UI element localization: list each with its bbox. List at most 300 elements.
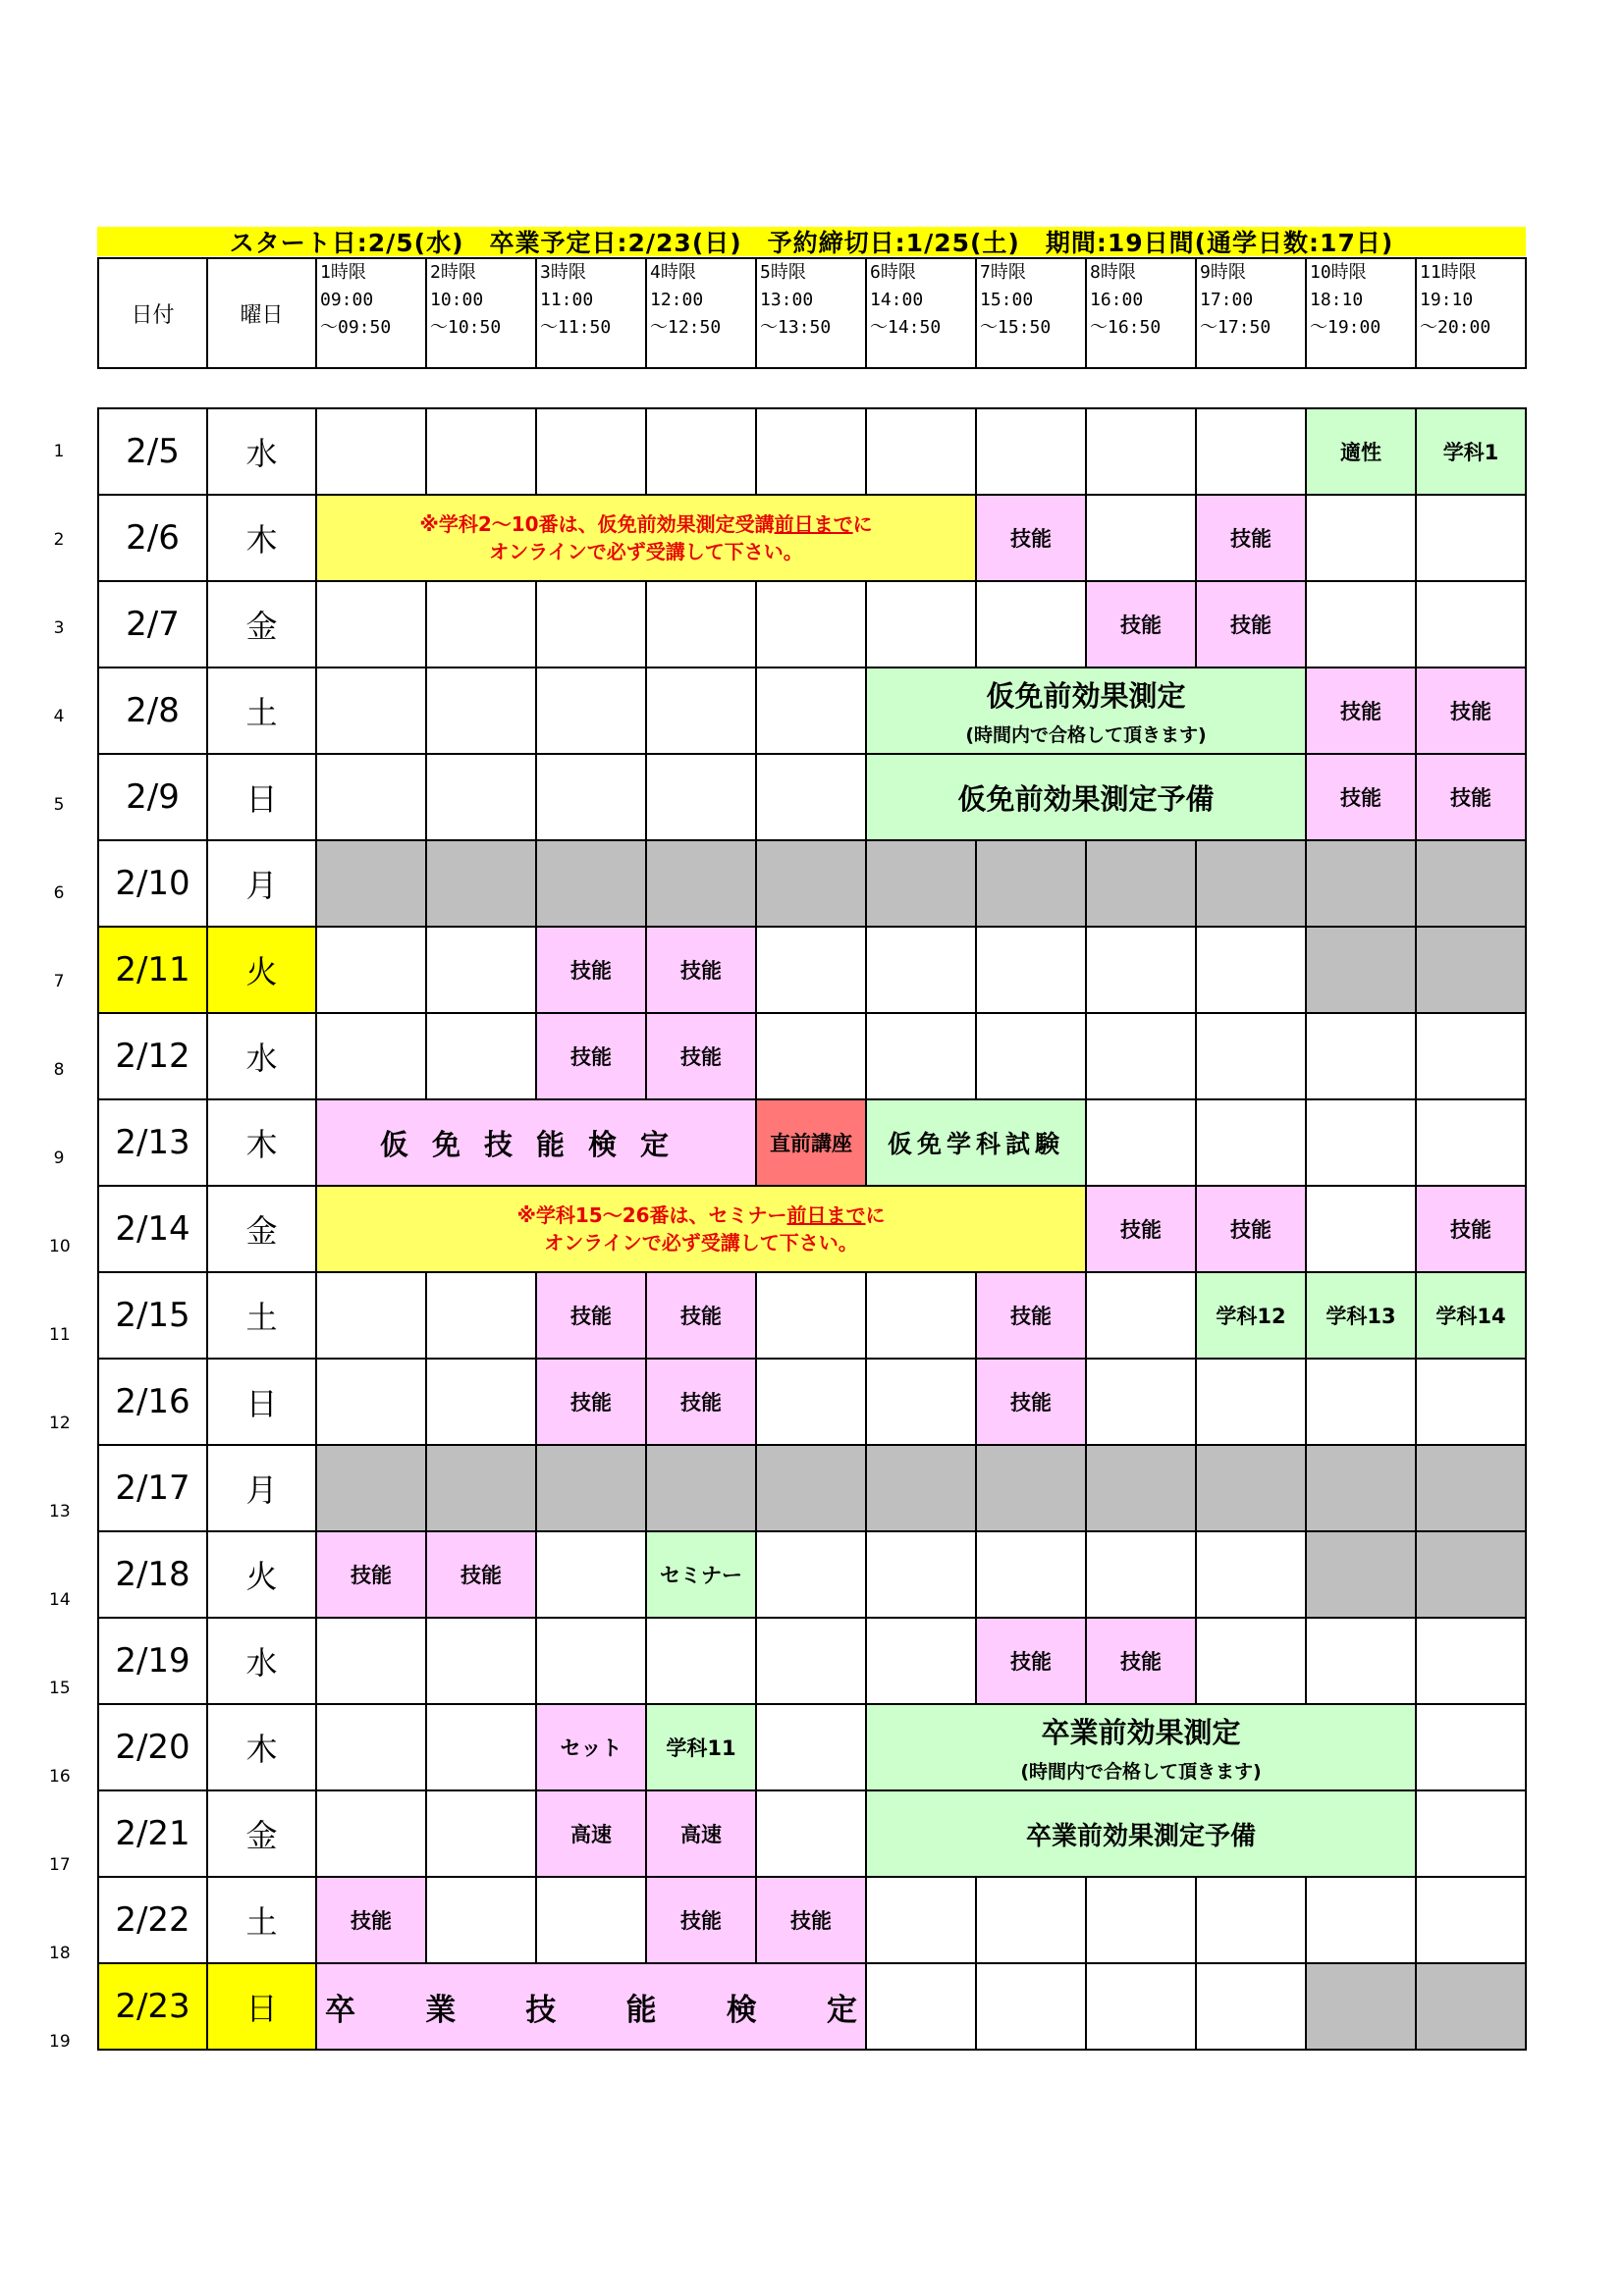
- empty-cell: [1306, 1099, 1416, 1186]
- date-cell: 2/15: [98, 1272, 207, 1359]
- weekday-cell: 木: [207, 1099, 316, 1186]
- empty-cell: [1086, 1272, 1196, 1359]
- online-notice-text: [317, 1201, 1085, 1256]
- lesson-cell: 技能: [976, 1618, 1086, 1704]
- table-row: [98, 1013, 1526, 1099]
- lesson-cell: 技能: [976, 495, 1086, 581]
- row-number: 4: [53, 707, 65, 726]
- empty-cell: [866, 1013, 976, 1099]
- lesson-cell: 学科1: [1416, 408, 1526, 495]
- empty-cell: [426, 1877, 536, 1963]
- empty-cell: [426, 1618, 536, 1704]
- empty-cell: [976, 581, 1086, 667]
- period-end: ～15:50: [980, 317, 1052, 338]
- empty-cell: [316, 754, 426, 840]
- online-notice-text: [317, 510, 975, 565]
- period-end: ～14:50: [870, 317, 942, 338]
- lesson-cell: 学科13: [1306, 1272, 1416, 1359]
- empty-cell: [316, 927, 426, 1013]
- row-number: 14: [49, 1590, 71, 1610]
- date-cell: 2/12: [98, 1013, 207, 1099]
- weekday-cell: 月: [207, 1445, 316, 1531]
- lesson-cell: 技能: [1196, 1186, 1306, 1272]
- closed-cell: [1306, 927, 1416, 1013]
- date-cell: 2/17: [98, 1445, 207, 1531]
- empty-cell: [1306, 1618, 1416, 1704]
- lesson-cell: 技能: [316, 1531, 426, 1618]
- closed-cell: [1306, 1531, 1416, 1618]
- empty-cell: [1306, 1186, 1416, 1272]
- date-cell: 2/11: [98, 927, 207, 1013]
- table-row: [98, 1445, 1526, 1531]
- table-row: [98, 581, 1526, 667]
- empty-cell: [316, 1618, 426, 1704]
- lesson-cell: 学科14: [1416, 1272, 1526, 1359]
- period-name: 1時限: [320, 262, 366, 283]
- empty-cell: [536, 754, 646, 840]
- closed-cell: [536, 840, 646, 927]
- period-name: 10時限: [1310, 262, 1367, 283]
- sotsugyo-test-title: 卒業前効果測定: [1041, 1716, 1241, 1749]
- table-row: [98, 1359, 1526, 1445]
- empty-cell: [1196, 927, 1306, 1013]
- weekday-cell: 金: [207, 1186, 316, 1272]
- lesson-cell: 技能: [646, 1359, 756, 1445]
- closed-cell: [1306, 1445, 1416, 1531]
- lesson-cell: 技能: [1416, 754, 1526, 840]
- sotsugyo-kentei-char: 卒: [325, 1992, 355, 2028]
- table-row: [98, 927, 1526, 1013]
- row-number: 11: [49, 1325, 71, 1345]
- row-number: 10: [49, 1237, 71, 1256]
- period-header: [316, 258, 426, 368]
- lesson-cell: 技能: [756, 1877, 866, 1963]
- closed-cell: [1196, 840, 1306, 927]
- online-notice-cell: [316, 1186, 1086, 1272]
- period-start: 12:00: [650, 290, 704, 310]
- row-number: 12: [49, 1414, 71, 1433]
- online-notice-cell: [316, 495, 976, 581]
- empty-cell: [316, 1359, 426, 1445]
- period-end: ～11:50: [540, 317, 612, 338]
- empty-cell: [1306, 1877, 1416, 1963]
- karimen-kentei-cell: 仮免技能検定: [316, 1099, 756, 1186]
- closed-cell: [1416, 1445, 1526, 1531]
- empty-cell: [646, 1618, 756, 1704]
- row-number: 16: [49, 1767, 71, 1787]
- empty-cell: [1196, 1877, 1306, 1963]
- sotsugyo-kentei-char: 定: [826, 1992, 857, 2028]
- weekday-cell: 木: [207, 495, 316, 581]
- period-end: ～12:50: [650, 317, 722, 338]
- karimen-test-note: (時間内で合格して頂きます): [965, 724, 1207, 746]
- empty-cell: [1306, 495, 1416, 581]
- empty-cell: [1416, 1013, 1526, 1099]
- empty-cell: [1086, 1359, 1196, 1445]
- lesson-cell: 技能: [646, 927, 756, 1013]
- empty-cell: [1196, 1359, 1306, 1445]
- empty-cell: [866, 408, 976, 495]
- lesson-cell: 技能: [1086, 1186, 1196, 1272]
- closed-cell: [1416, 1963, 1526, 2050]
- period-name: 3時限: [540, 262, 586, 283]
- empty-cell: [756, 1704, 866, 1790]
- period-start: 18:10: [1310, 290, 1364, 310]
- empty-cell: [756, 1272, 866, 1359]
- table-row: [98, 667, 1526, 754]
- period-start: 14:00: [870, 290, 924, 310]
- weekday-cell: 水: [207, 1013, 316, 1099]
- empty-cell: [536, 1618, 646, 1704]
- lesson-cell: 技能: [646, 1877, 756, 1963]
- date-cell: 2/22: [98, 1877, 207, 1963]
- date-cell: 2/9: [98, 754, 207, 840]
- period-end: ～09:50: [320, 317, 392, 338]
- empty-cell: [1086, 495, 1196, 581]
- row-number: 2: [53, 530, 65, 550]
- period-header: [1416, 258, 1526, 368]
- date-column-header: 日付: [98, 258, 207, 368]
- closed-cell: [866, 1445, 976, 1531]
- sotsugyo-kentei-char: 能: [625, 1992, 657, 2028]
- closed-cell: [426, 1445, 536, 1531]
- closed-cell: [1416, 840, 1526, 927]
- sotsugyo-kentei-char: 技: [525, 1992, 557, 2028]
- lesson-cell: 技能: [1416, 667, 1526, 754]
- row-number: 3: [53, 618, 65, 638]
- date-cell: 2/18: [98, 1531, 207, 1618]
- closed-cell: [976, 1445, 1086, 1531]
- sotsugyo-test-cell: [866, 1704, 1416, 1790]
- period-start: 09:00: [320, 290, 374, 310]
- empty-cell: [1416, 1877, 1526, 1963]
- date-cell: 2/5: [98, 408, 207, 495]
- table-row: [98, 495, 1526, 581]
- lesson-cell: 学科12: [1196, 1272, 1306, 1359]
- date-cell: 2/14: [98, 1186, 207, 1272]
- empty-cell: [1306, 1359, 1416, 1445]
- table-row: [98, 1186, 1526, 1272]
- empty-cell: [426, 1272, 536, 1359]
- lesson-cell: 技能: [1306, 754, 1416, 840]
- empty-cell: [756, 581, 866, 667]
- empty-cell: [1416, 581, 1526, 667]
- table-row: [98, 408, 1526, 495]
- empty-cell: [1196, 1531, 1306, 1618]
- sotsugyo-kentei-char: 業: [425, 1992, 457, 2028]
- row-number: 6: [53, 883, 65, 903]
- empty-cell: [756, 1531, 866, 1618]
- empty-cell: [426, 1790, 536, 1877]
- empty-cell: [976, 408, 1086, 495]
- period-end: ～13:50: [760, 317, 832, 338]
- empty-cell: [426, 1359, 536, 1445]
- empty-cell: [1416, 1618, 1526, 1704]
- empty-cell: [1416, 1359, 1526, 1445]
- row-number: 9: [53, 1148, 65, 1168]
- empty-cell: [646, 581, 756, 667]
- period-header: [756, 258, 866, 368]
- date-cell: 2/13: [98, 1099, 207, 1186]
- date-cell: 2/16: [98, 1359, 207, 1445]
- empty-cell: [316, 1704, 426, 1790]
- period-end: ～20:00: [1420, 317, 1491, 338]
- empty-cell: [426, 667, 536, 754]
- empty-cell: [1416, 495, 1526, 581]
- lesson-cell: 学科11: [646, 1704, 756, 1790]
- empty-cell: [1086, 1531, 1196, 1618]
- empty-cell: [976, 1963, 1086, 2050]
- empty-cell: [426, 1704, 536, 1790]
- empty-cell: [536, 408, 646, 495]
- period-name: 4時限: [650, 262, 696, 283]
- lesson-cell: 適性: [1306, 408, 1416, 495]
- sotsugyo-kentei-cell: [316, 1963, 866, 2050]
- row-number: 1: [53, 442, 65, 461]
- lesson-cell: 高速: [646, 1790, 756, 1877]
- lesson-cell: 技能: [646, 1013, 756, 1099]
- closed-cell: [756, 1445, 866, 1531]
- weekday-cell: 月: [207, 840, 316, 927]
- empty-cell: [1196, 1618, 1306, 1704]
- closed-cell: [426, 840, 536, 927]
- period-header: [976, 258, 1086, 368]
- empty-cell: [316, 1790, 426, 1877]
- lesson-cell: 技能: [1416, 1186, 1526, 1272]
- empty-cell: [756, 408, 866, 495]
- empty-cell: [1196, 1013, 1306, 1099]
- weekday-cell: 土: [207, 1272, 316, 1359]
- karimen-gakka-label: 仮免学科試験: [887, 1130, 1064, 1158]
- weekday-column-header: 曜日: [207, 258, 316, 368]
- empty-cell: [536, 1877, 646, 1963]
- sotsugyo-test-note: (時間内で合格して頂きます): [1020, 1761, 1262, 1783]
- empty-cell: [1196, 1099, 1306, 1186]
- weekday-cell: 日: [207, 1963, 316, 2050]
- row-number: 15: [49, 1679, 71, 1698]
- empty-cell: [1416, 1704, 1526, 1790]
- schedule-table: [97, 407, 1527, 2051]
- closed-cell: [1416, 1531, 1526, 1618]
- row-number: 17: [49, 1855, 71, 1875]
- notice-text: に: [852, 512, 873, 536]
- table-row: [98, 1963, 1526, 2050]
- weekday-cell: 金: [207, 1790, 316, 1877]
- empty-cell: [866, 927, 976, 1013]
- empty-cell: [756, 1790, 866, 1877]
- lesson-cell: 技能: [1086, 1618, 1196, 1704]
- empty-cell: [866, 581, 976, 667]
- empty-cell: [316, 1272, 426, 1359]
- closed-cell: [316, 840, 426, 927]
- notice-text: に: [865, 1203, 886, 1227]
- empty-cell: [866, 1877, 976, 1963]
- row-number: 7: [53, 972, 65, 991]
- notice-line: [317, 1201, 1085, 1229]
- weekday-cell: 土: [207, 1877, 316, 1963]
- empty-cell: [1306, 581, 1416, 667]
- period-end: ～17:50: [1200, 317, 1272, 338]
- period-name: 7時限: [980, 262, 1026, 283]
- empty-cell: [316, 408, 426, 495]
- weekday-cell: 日: [207, 754, 316, 840]
- lesson-cell: 技能: [1196, 581, 1306, 667]
- empty-cell: [426, 581, 536, 667]
- closed-cell: [976, 840, 1086, 927]
- empty-cell: [756, 1359, 866, 1445]
- closed-cell: [646, 1445, 756, 1531]
- empty-cell: [1196, 408, 1306, 495]
- notice-text: ※学科15～26番は、セミナー: [516, 1203, 787, 1227]
- sotsugyo-test-spare-cell: 卒業前効果測定予備: [866, 1790, 1416, 1877]
- empty-cell: [866, 1963, 976, 2050]
- period-header: [1196, 258, 1306, 368]
- period-start: 17:00: [1200, 290, 1254, 310]
- lesson-cell: 技能: [1306, 667, 1416, 754]
- period-start: 11:00: [540, 290, 594, 310]
- closed-cell: [1196, 1445, 1306, 1531]
- empty-cell: [1086, 408, 1196, 495]
- empty-cell: [1416, 1099, 1526, 1186]
- header-table: [97, 257, 1527, 369]
- empty-cell: [536, 1531, 646, 1618]
- closed-cell: [646, 840, 756, 927]
- empty-cell: [866, 1359, 976, 1445]
- lesson-cell: セミナー: [646, 1531, 756, 1618]
- period-end: ～19:00: [1310, 317, 1381, 338]
- karimen-test-title: 仮免前効果測定: [986, 679, 1186, 713]
- row-number: 19: [49, 2032, 71, 2052]
- period-header: [1086, 258, 1196, 368]
- table-row: [98, 1877, 1526, 1963]
- empty-cell: [1086, 927, 1196, 1013]
- closed-cell: [316, 1445, 426, 1531]
- empty-cell: [1086, 1099, 1196, 1186]
- period-name: 8時限: [1090, 262, 1136, 283]
- closed-cell: [1086, 840, 1196, 927]
- lesson-cell: 技能: [1196, 495, 1306, 581]
- empty-cell: [976, 927, 1086, 1013]
- notice-text: ※学科2～10番は、仮免前効果測定受講: [419, 512, 775, 536]
- date-cell: 2/6: [98, 495, 207, 581]
- closed-cell: [1086, 1445, 1196, 1531]
- lesson-cell: 技能: [426, 1531, 536, 1618]
- period-end: ～10:50: [430, 317, 502, 338]
- empty-cell: [646, 667, 756, 754]
- weekday-cell: 水: [207, 408, 316, 495]
- lesson-cell: 技能: [536, 1013, 646, 1099]
- lesson-cell: 技能: [976, 1359, 1086, 1445]
- sotsugyo-kentei-char: 検: [726, 1992, 757, 2028]
- lesson-cell: 技能: [316, 1877, 426, 1963]
- period-name: 5時限: [760, 262, 806, 283]
- empty-cell: [536, 581, 646, 667]
- weekday-cell: 火: [207, 1531, 316, 1618]
- weekday-cell: 金: [207, 581, 316, 667]
- closed-cell: [866, 840, 976, 927]
- date-cell: 2/8: [98, 667, 207, 754]
- karimen-test-cell: [866, 667, 1306, 754]
- empty-cell: [756, 667, 866, 754]
- weekday-cell: 土: [207, 667, 316, 754]
- date-cell: 2/7: [98, 581, 207, 667]
- empty-cell: [756, 754, 866, 840]
- period-name: 6時限: [870, 262, 916, 283]
- empty-cell: [1086, 1013, 1196, 1099]
- sotsugyo-kentei-label: [317, 1985, 865, 2029]
- date-cell: 2/21: [98, 1790, 207, 1877]
- karimen-gakka-cell: [866, 1099, 1086, 1186]
- weekday-cell: 水: [207, 1618, 316, 1704]
- date-cell: 2/19: [98, 1618, 207, 1704]
- period-header: [646, 258, 756, 368]
- empty-cell: [316, 1013, 426, 1099]
- table-row: [98, 1618, 1526, 1704]
- lesson-cell: 技能: [1086, 581, 1196, 667]
- empty-cell: [866, 1618, 976, 1704]
- lesson-cell: 技能: [536, 1359, 646, 1445]
- closed-cell: [1416, 927, 1526, 1013]
- empty-cell: [426, 754, 536, 840]
- lesson-cell: 技能: [536, 1272, 646, 1359]
- empty-cell: [316, 667, 426, 754]
- empty-cell: [316, 581, 426, 667]
- lesson-cell: 技能: [646, 1272, 756, 1359]
- notice-deadline: 前日まで: [774, 512, 853, 536]
- notice-line: [317, 510, 975, 538]
- empty-cell: [646, 754, 756, 840]
- row-number: 18: [49, 1944, 71, 1963]
- notice-line: オンラインで必ず受講して下さい。: [489, 540, 803, 563]
- notice-line: オンラインで必ず受講して下さい。: [544, 1231, 858, 1255]
- period-start: 19:10: [1420, 290, 1474, 310]
- table-row: [98, 1272, 1526, 1359]
- empty-cell: [976, 1877, 1086, 1963]
- empty-cell: [756, 927, 866, 1013]
- period-name: 11時限: [1420, 262, 1477, 283]
- date-cell: 2/10: [98, 840, 207, 927]
- empty-cell: [1086, 1877, 1196, 1963]
- empty-cell: [646, 408, 756, 495]
- empty-cell: [866, 1531, 976, 1618]
- lesson-cell: 技能: [536, 927, 646, 1013]
- lesson-cell: セット: [536, 1704, 646, 1790]
- period-start: 15:00: [980, 290, 1034, 310]
- closed-cell: [536, 1445, 646, 1531]
- date-cell: 2/20: [98, 1704, 207, 1790]
- empty-cell: [756, 1013, 866, 1099]
- empty-cell: [976, 1013, 1086, 1099]
- date-cell: 2/23: [98, 1963, 207, 2050]
- period-header: [536, 258, 646, 368]
- chokuzen-cell: 直前講座: [756, 1099, 866, 1186]
- period-header: [426, 258, 536, 368]
- row-number: 8: [53, 1060, 65, 1080]
- schedule-summary-banner: スタート日:2/5(水) 卒業予定日:2/23(日) 予約締切日:1/25(土) 期間:19日間(通学日数:17日): [97, 227, 1526, 256]
- closed-cell: [1306, 840, 1416, 927]
- period-start: 13:00: [760, 290, 814, 310]
- period-name: 2時限: [430, 262, 476, 283]
- row-number: 13: [49, 1502, 71, 1522]
- period-end: ～16:50: [1090, 317, 1162, 338]
- empty-cell: [1086, 1963, 1196, 2050]
- weekday-cell: 火: [207, 927, 316, 1013]
- period-header: [1306, 258, 1416, 368]
- table-row: [98, 1531, 1526, 1618]
- empty-cell: [756, 1618, 866, 1704]
- empty-cell: [426, 1013, 536, 1099]
- notice-deadline: 前日まで: [786, 1203, 866, 1227]
